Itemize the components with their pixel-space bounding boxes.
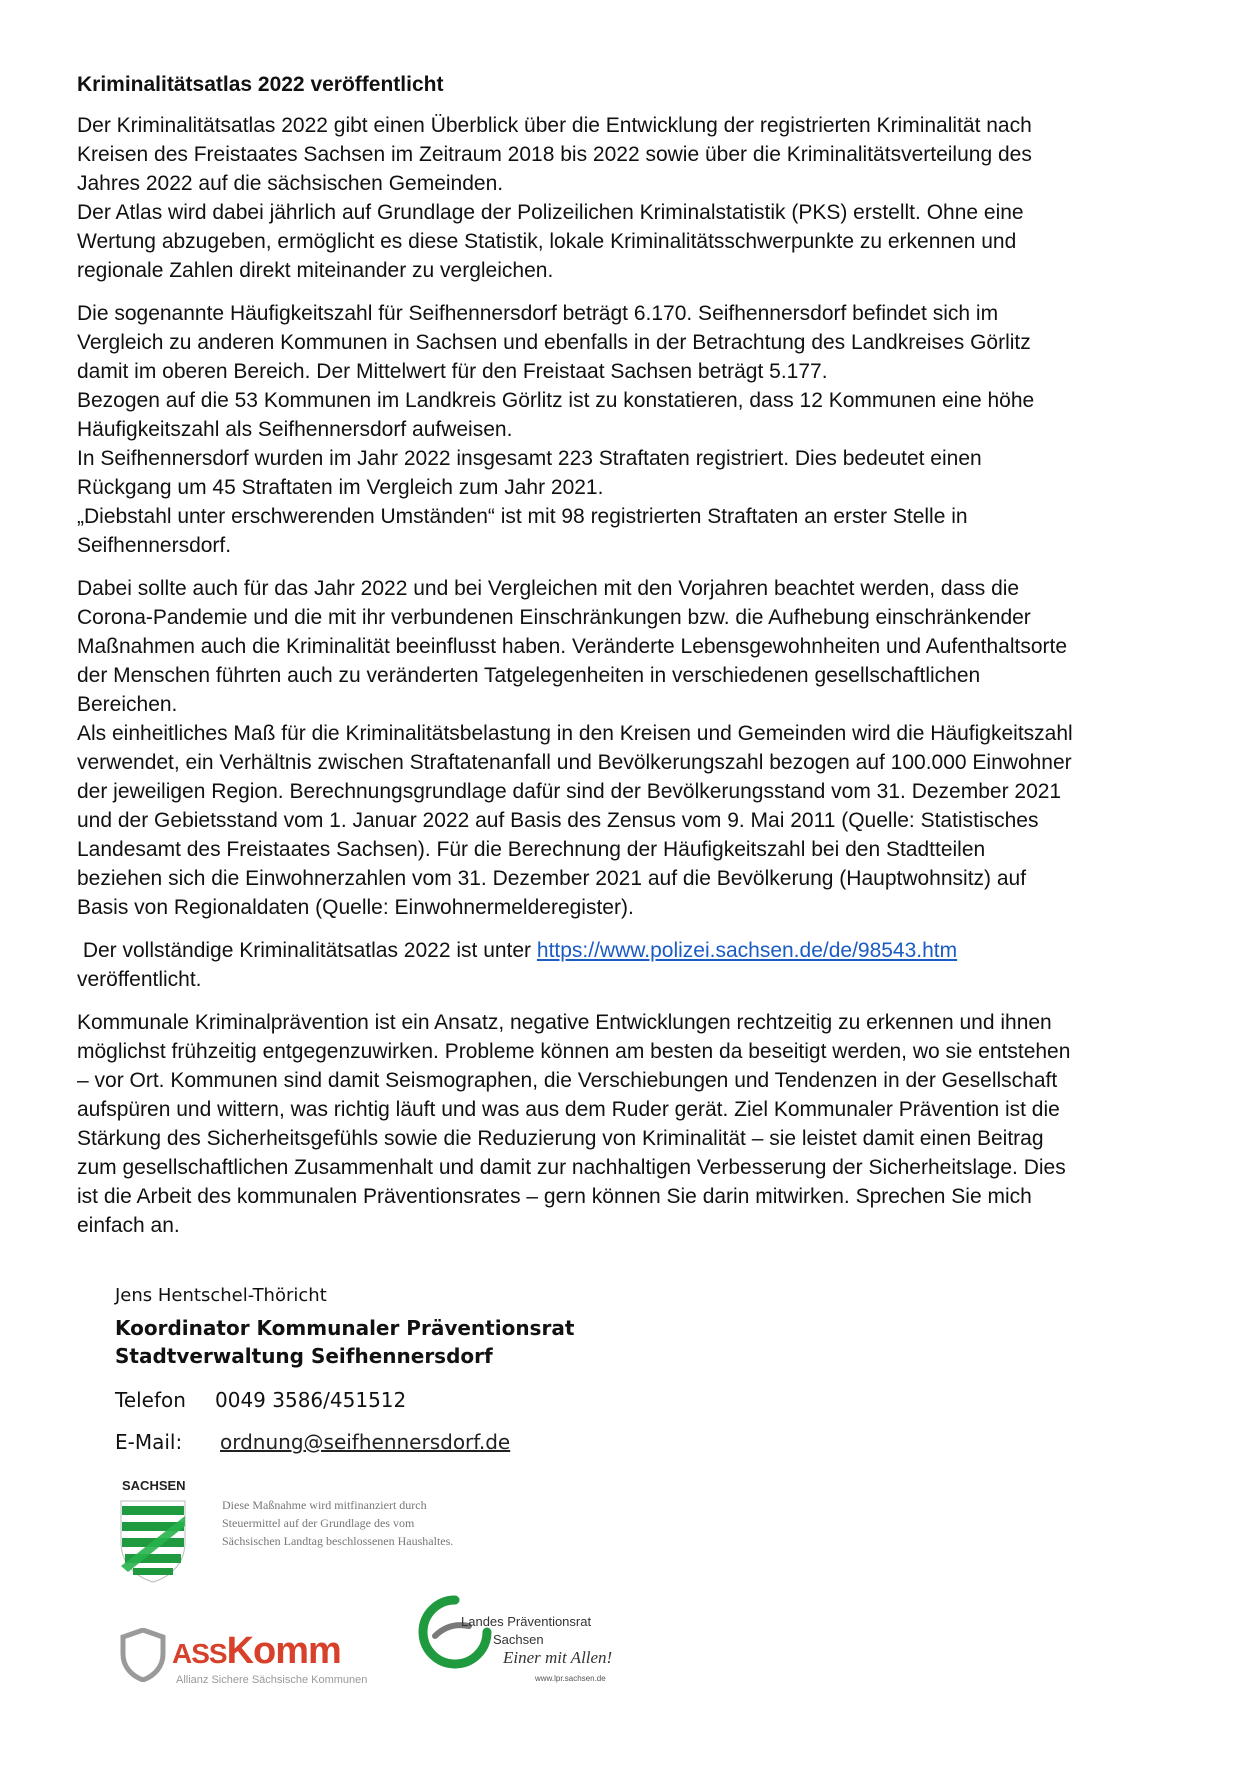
text-line <box>77 936 1193 965</box>
text-line: Landesamt des Freistaates Sachsen). Für die Berechnung der Häufigkeitszahl bei den Stadtteilen <box>77 838 986 861</box>
sachsen-shield-icon <box>118 1498 188 1584</box>
contact-role: Koordinator Kommunaler Präventionsrat <box>115 1316 575 1340</box>
text-line: der Menschen führten auch zu veränderten Tatgelegenheiten in verschiedenen gesellschaftlichen <box>77 664 981 687</box>
text-line: Basis von Regionaldaten (Quelle: Einwohnermelderegister). <box>77 896 634 919</box>
asskomm-suffix: Komm <box>226 1630 341 1672</box>
text-line: Corona-Pandemie und die mit ihr verbundenen Einschränkungen bzw. die Aufhebung einschränkender <box>77 606 1031 629</box>
text-line: Wertung abzugeben, ermöglicht es diese Statistik, lokale Kriminalitätsschwerpunkte zu erkennen und <box>77 230 1017 253</box>
text-line: der jeweiligen Region. Berechnungsgrundlage dafür sind der Bevölkerungsstand vom 31. Dezember 2021 <box>77 780 1062 803</box>
text-line: Kreisen des Freistaates Sachsen im Zeitraum 2018 bis 2022 sowie über die Kriminalitätsverteilung des <box>77 143 1032 166</box>
contact-name: Jens Hentschel-Thöricht <box>115 1285 327 1306</box>
text-line: veröffentlicht. <box>77 968 202 991</box>
text-line: damit im oberen Bereich. Der Mittelwert für den Freistaat Sachsen beträgt 5.177. <box>77 360 828 383</box>
text-line: Seifhennersdorf. <box>77 534 232 557</box>
contact-block <box>115 1285 815 1454</box>
phone-number: 0049 3586/451512 <box>215 1388 407 1412</box>
asskomm-name <box>172 1630 341 1673</box>
link-intro-text: Der vollständige Kriminalitätsatlas 2022 ist unter <box>77 939 537 962</box>
sachsen-funding-notice <box>118 1478 538 1588</box>
contact-email-row <box>115 1430 815 1454</box>
asskomm-shield-icon <box>120 1628 166 1682</box>
text-line: Sächsischen Landtag beschlossenen Haushaltes. <box>222 1534 454 1548</box>
text-line: Steuermittel auf der Grundlage des vom <box>222 1516 415 1530</box>
asskomm-logo <box>120 1628 400 1688</box>
text-line: Kommunale Kriminalprävention ist ein Ansatz, negative Entwicklungen rechtzeitig zu erkennen und ihnen <box>77 1011 1052 1034</box>
sachsen-logo-label: SACHSEN <box>122 1478 186 1493</box>
text-line: zum gesellschaftlichen Zusammenhalt und damit zur nachhaltigen Verbesserung der Sicherheitslage. Dies <box>77 1156 1066 1179</box>
contact-organization: Stadtverwaltung Seifhennersdorf <box>115 1344 493 1368</box>
lpr-url: www.lpr.sachsen.de <box>535 1674 606 1683</box>
text-line: verwendet, ein Verhältnis zwischen Straftatenanfall und Bevölkerungszahl bezogen auf 100.000 Einwohner <box>77 751 1072 774</box>
paragraph-statistics <box>77 299 1193 560</box>
text-line: Vergleich zu anderen Kommunen in Sachsen und ebenfalls in der Betrachtung des Landkreises Görlitz <box>77 331 1031 354</box>
text-line: ist die Arbeit des kommunalen Präventionsrates – gern können Sie darin mitwirken. Sprechen Sie mich <box>77 1185 1032 1208</box>
text-line: Der Atlas wird dabei jährlich auf Grundlage der Polizeilichen Kriminalstatistik (PKS) erstellt. Ohne eine <box>77 201 1024 224</box>
email-link[interactable]: ordnung@seifhennersdorf.de <box>220 1430 511 1454</box>
phone-label: Telefon <box>115 1388 186 1412</box>
text-line: Als einheitliches Maß für die Kriminalitätsbelastung in den Kreisen und Gemeinden wird die Häufigkeitszahl <box>77 722 1073 745</box>
lpr-region: Sachsen <box>493 1632 544 1647</box>
paragraph-link <box>77 936 1193 994</box>
text-line: Maßnahmen auch die Kriminalität beeinflusst haben. Veränderte Lebensgewohnheiten und Aufenthaltsorte <box>77 635 1068 658</box>
text-line: – vor Ort. Kommunen sind damit Seismographen, die Verschiebungen und Tendenzen in der Gesellschaft <box>77 1069 1058 1092</box>
atlas-link[interactable]: https://www.polizei.sachsen.de/de/98543.htm <box>536 939 958 962</box>
text-line: Die sogenannte Häufigkeitszahl für Seifhennersdorf beträgt 6.170. Seifhennersdorf befindet sich im <box>77 302 999 325</box>
document-body <box>77 72 1193 1254</box>
paragraph-intro <box>77 111 1193 285</box>
text-line: Häufigkeitszahl als Seifhennersdorf aufweisen. <box>77 418 513 441</box>
asskomm-subtitle: Allianz Sichere Sächsische Kommunen <box>176 1674 368 1686</box>
text-line: Bereichen. <box>77 693 178 716</box>
text-line: einfach an. <box>77 1214 180 1237</box>
text-line: beziehen sich die Einwohnerzahlen vom 31. Dezember 2021 auf die Bevölkerung (Hauptwohnsitz) auf <box>77 867 1027 890</box>
landespraeventionsrat-logo <box>415 1592 625 1692</box>
lpr-slogan: Einer mit Allen! <box>503 1648 613 1667</box>
text-line: und der Gebietsstand vom 1. Januar 2022 auf Basis des Zensus vom 9. Mai 2011 (Quelle: Statistisches <box>77 809 1039 832</box>
text-line: Diese Maßnahme wird mitfinanziert durch <box>222 1498 427 1512</box>
paragraph-closing <box>77 1008 1193 1240</box>
text-line: Der Kriminalitätsatlas 2022 gibt einen Überblick über die Entwicklung der registrierten Kriminalität nach <box>77 114 1032 137</box>
email-label: E-Mail: <box>115 1430 183 1454</box>
text-line: möglichst frühzeitig entgegenzuwirken. Probleme können am besten da beseitigt werden, wo sie entstehen <box>77 1040 1071 1063</box>
asskomm-prefix: ASS <box>172 1638 227 1669</box>
lpr-swoosh-icon <box>415 1592 495 1672</box>
paragraph-methodology <box>77 574 1193 922</box>
document-title: Kriminalitätsatlas 2022 veröffentlicht <box>77 73 444 96</box>
text-line: Bezogen auf die 53 Kommunen im Landkreis Görlitz ist zu konstatieren, dass 12 Kommunen eine höhe <box>77 389 1035 412</box>
funding-note <box>222 1496 542 1550</box>
text-line: „Diebstahl unter erschwerenden Umständen“ ist mit 98 registrierten Straftaten an erster Stelle in <box>77 505 968 528</box>
text-line: regionale Zahlen direkt miteinander zu vergleichen. <box>77 259 554 282</box>
text-line: Stärkung des Sicherheitsgefühls sowie die Reduzierung von Kriminalität – sie leistet damit einen Beitrag <box>77 1127 1044 1150</box>
lpr-title: Landes Präventionsrat <box>461 1614 592 1629</box>
text-line: In Seifhennersdorf wurden im Jahr 2022 insgesamt 223 Straftaten registriert. Dies bedeutet einen <box>77 447 982 470</box>
text-line: Rückgang um 45 Straftaten im Vergleich zum Jahr 2021. <box>77 476 604 499</box>
text-line: Jahres 2022 auf die sächsischen Gemeinden. <box>77 172 504 195</box>
contact-phone-row <box>115 1388 815 1412</box>
text-line: Dabei sollte auch für das Jahr 2022 und bei Vergleichen mit den Vorjahren beachtet werden, dass die <box>77 577 1020 600</box>
text-line: aufspüren und wittern, was richtig läuft und was aus dem Ruder gerät. Ziel Kommunaler Prävention ist die <box>77 1098 1060 1121</box>
